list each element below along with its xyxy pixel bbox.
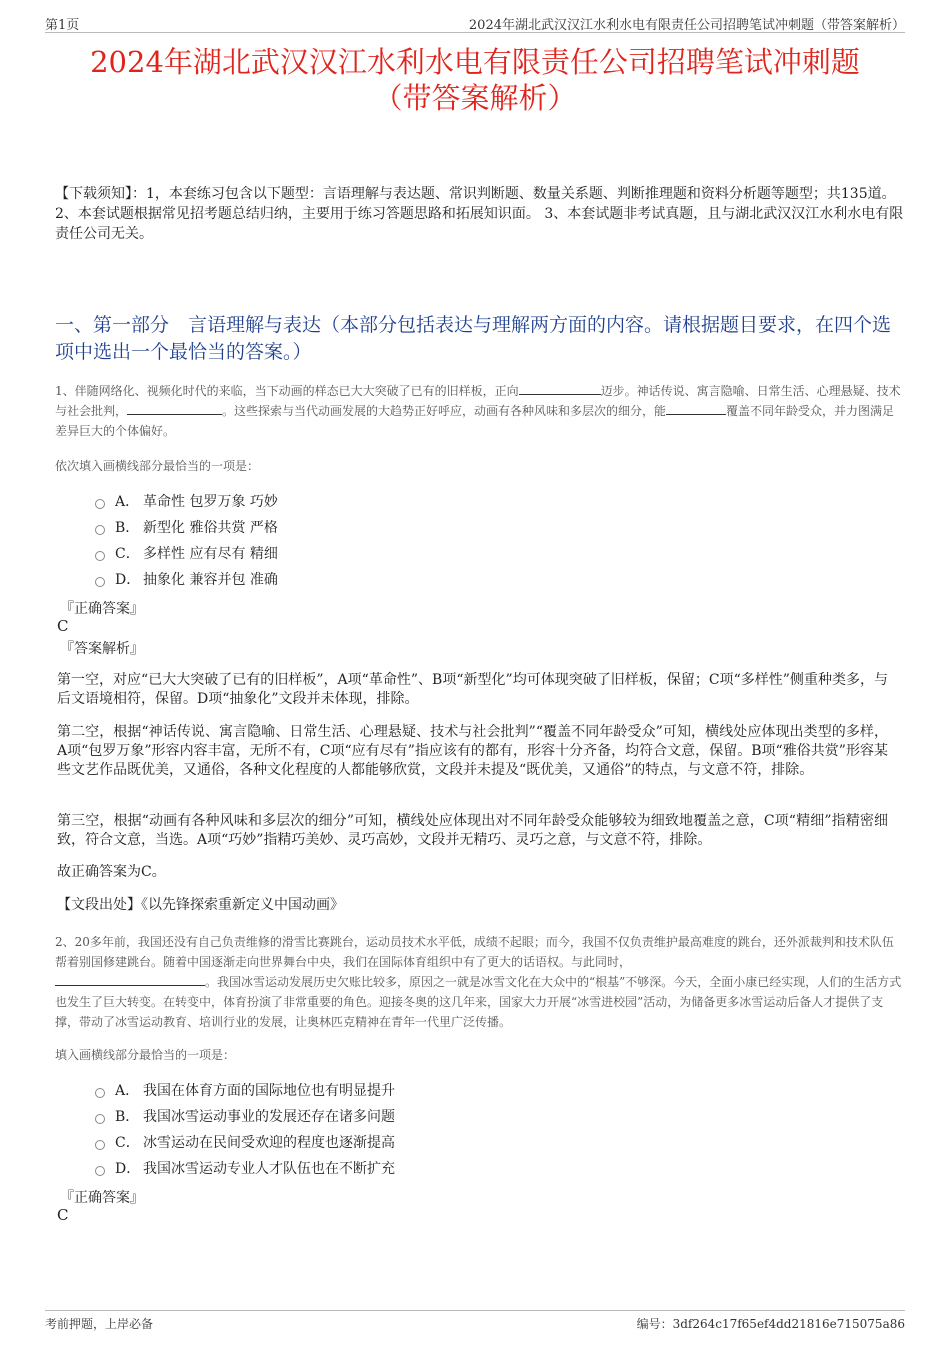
q1-option-a[interactable]: A． 革命性 包罗万象 巧妙 xyxy=(95,488,278,514)
q2-instruction: 填入画横线部分最恰当的一项是： xyxy=(55,1048,236,1062)
radio-icon[interactable] xyxy=(95,1088,105,1098)
question-2-text xyxy=(55,932,905,1032)
title-line-2: （带答案解析） xyxy=(373,81,577,115)
q1-blank-1 xyxy=(519,382,601,395)
q1-answer: C xyxy=(57,617,69,635)
radio-icon[interactable] xyxy=(95,1140,105,1150)
q1-options xyxy=(95,488,278,592)
page-footer xyxy=(45,1310,905,1331)
q2-options xyxy=(95,1077,395,1181)
q1-analysis-4: 故正确答案为C。 xyxy=(57,864,166,880)
radio-icon[interactable] xyxy=(95,499,105,509)
q2-option-a[interactable]: A． 我国在体育方面的国际地位也有明显提升 xyxy=(95,1077,395,1103)
radio-icon[interactable] xyxy=(95,551,105,561)
q1-analysis-3: 第三空，根据“动画有各种风味和多层次的细分”可知，横线处应体现出对不同年龄受众能够较为细致地覆盖之意，C项“精细”指精密细致，符合文意，当选。A项“巧妙”指精巧美妙、灵巧高妙，文段并无精巧、灵巧之意，与文意不符，排除。 xyxy=(57,813,888,848)
q2-text-b: 。我国冰雪运动发展历史欠账比较多，原因之一就是冰雪文化在大众中的“根基”不够深。今天，全面小康已经实现，人们的生活方式也发生了巨大转变。在转变中，体育扮演了非常重要的角色。迎接冬奥的这几年来，国家大力开展“冰雪进校园”活动，为储备更多冰雪运动后备人才提供了支撑，带动了冰雪运动教育、培训行业的发展，让奥林匹克精神在青年一代里广泛传播。 xyxy=(55,975,902,1029)
q1-instruction: 依次填入画横线部分最恰当的一项是： xyxy=(55,459,260,473)
q1-option-d[interactable]: D． 抽象化 兼容并包 准确 xyxy=(95,566,278,592)
q1-analysis-2: 第二空，根据“神话传说、寓言隐喻、日常生活、心理悬疑、技术与社会批判”“覆盖不同年龄受众”可知，横线处应体现出类型的多样，A项“包罗万象”形容内容丰富，无所不有，C项“应有尽有”指应该有的都有，形容十分齐备，均符合文意，保留。B项“雅俗共赏”形容某些文艺作品既优美，又通俗，各种文化程度的人都能够欣赏，文段并未提及“既优美，又通俗”的特点，与文意不符，排除。 xyxy=(57,724,888,778)
q2-option-d[interactable]: D． 我国冰雪运动专业人才队伍也在不断扩充 xyxy=(95,1155,395,1181)
q1-text-d: 覆盖不同年龄受众，并力图满足差异巨大的个体偏好。 xyxy=(55,404,895,438)
q1-blank-3 xyxy=(666,402,726,415)
page-number: 第1页 xyxy=(45,18,80,33)
radio-icon[interactable] xyxy=(95,577,105,587)
q1-answer-label: 『正确答案』 xyxy=(60,601,144,617)
q2-option-c[interactable]: C． 冰雪运动在民间受欢迎的程度也逐渐提高 xyxy=(95,1129,395,1155)
download-notice: 【下载须知】：1，本套练习包含以下题型：言语理解与表达题、常识判断题、数量关系题、判断推理题和资料分析题等题型；共135道。 2、本套试题根据常见招考题总结归纳，主要用于练习答题思路和拓展知识面。 3、本套试题非考试真题，且与湖北武汉汉江水利水电有限责任公司无关。 xyxy=(55,186,904,242)
section-heading: 一、第一部分 言语理解与表达（本部分包括表达与理解两方面的内容。请根据题目要求，在四个选项中选出一个最恰当的答案。） xyxy=(55,314,892,363)
q1-option-c[interactable]: C． 多样性 应有尽有 精细 xyxy=(95,540,278,566)
q1-analysis-label: 『答案解析』 xyxy=(60,641,144,657)
q1-option-b[interactable]: B． 新型化 雅俗共赏 严格 xyxy=(95,514,278,540)
header-doc-title: 2024年湖北武汉汉江水利水电有限责任公司招聘笔试冲刺题（带答案解析） xyxy=(468,18,905,33)
q1-text-a: 1、伴随网络化、视频化时代的来临，当下动画的样态已大大突破了已有的旧样板，正向 xyxy=(55,384,519,398)
q2-option-b[interactable]: B． 我国冰雪运动事业的发展还存在诸多问题 xyxy=(95,1103,395,1129)
question-1-text xyxy=(55,381,905,441)
document-title xyxy=(40,44,910,116)
q2-answer-label: 『正确答案』 xyxy=(60,1190,144,1206)
q2-text-a: 2、20多年前，我国还没有自己负责维修的滑雪比赛跳台，运动员技术水平低，成绩不起眼；而今，我国不仅负责维护最高难度的跳台，还外派裁判和技术队伍帮着别国修建跳台。随着中国逐渐走向世界舞台中央，我们在国际体育组织中有了更大的话语权。与此同时， xyxy=(55,935,894,969)
q1-analysis-1: 第一空，对应“已大大突破了已有的旧样板”，A项“革命性”、B项“新型化”均可体现突破了旧样板，保留；C项“多样性”侧重种类多，与后文语境相符，保留。D项“抽象化”文段并未体现，排除。 xyxy=(57,672,888,707)
footer-slogan: 考前押题，上岸必备 xyxy=(45,1317,154,1331)
radio-icon[interactable] xyxy=(95,1114,105,1124)
q1-source: 【文段出处】《以先锋探索重新定义中国动画》 xyxy=(57,897,344,913)
q1-text-c: 。这些探索与当代动画发展的大趋势正好呼应，动画有各种风味和多层次的细分，能 xyxy=(222,404,667,418)
radio-icon[interactable] xyxy=(95,1166,105,1176)
q2-blank xyxy=(55,973,205,986)
q2-answer: C xyxy=(57,1206,69,1224)
page-header xyxy=(45,10,905,33)
title-line-1: 2024年湖北武汉汉江水利水电有限责任公司招聘笔试冲刺题 xyxy=(90,45,860,79)
q1-blank-2 xyxy=(127,402,222,415)
q1-text-b: 迈步。神话传说、寓言隐喻、日常生活、心理悬疑、技术与社会批判， xyxy=(55,384,901,418)
footer-doc-id: 编号：3df264c17f65ef4dd21816e715075a86 xyxy=(636,1317,905,1331)
radio-icon[interactable] xyxy=(95,525,105,535)
